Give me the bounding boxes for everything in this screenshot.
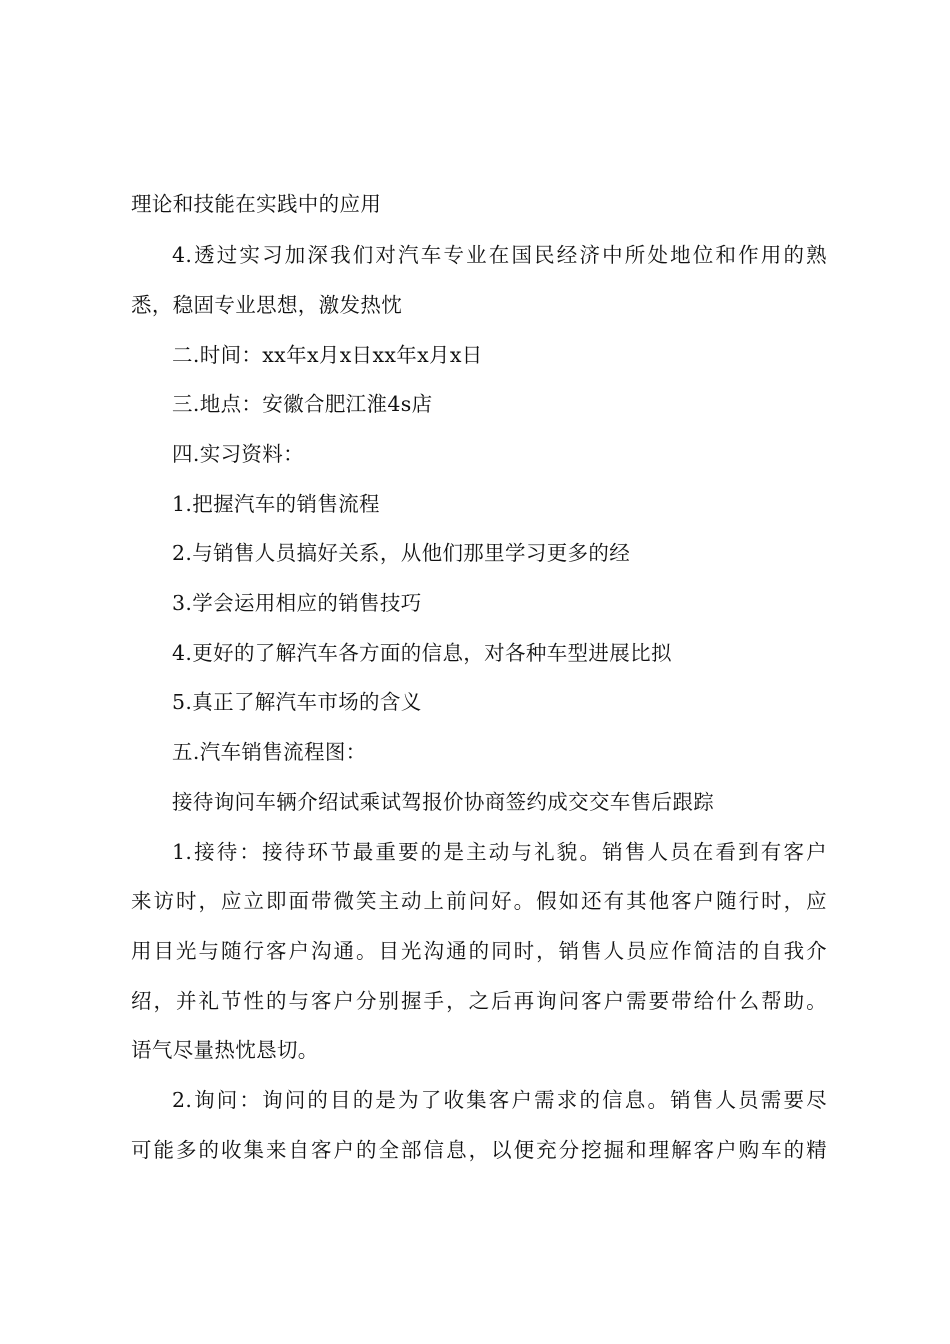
- paragraph-reception-line: 来访时，应立即面带微笑主动上前问好。假如还有其他客户随行时，应: [131, 889, 827, 913]
- section-heading-flowchart: 五.汽车销售流程图：: [172, 740, 367, 764]
- text-line-item-4-purpose: 4.透过实习加深我们对汽车专业在国民经济中所处地位和作用的熟: [172, 243, 827, 267]
- text-line-continuation: 悉，稳固专业思想，激发热忱: [131, 293, 403, 317]
- paragraph-reception-line: 语气尽量热忱恳切。: [131, 1038, 319, 1062]
- flowchart-sequence: 接待询问车辆介绍试乘试驾报价协商签约成交交车售后跟踪: [172, 790, 715, 814]
- paragraph-reception-line: 绍，并礼节性的与客户分别握手，之后再询问客户需要带给什么帮助。: [131, 989, 827, 1013]
- section-heading-materials: 四.实习资料：: [172, 442, 304, 466]
- text-line-continuation: 理论和技能在实践中的应用: [131, 192, 382, 216]
- section-heading-time: 二.时间：xx年x月x日xx年x月x日: [172, 343, 483, 367]
- list-item-3: 3.学会运用相应的销售技巧: [172, 591, 422, 615]
- paragraph-inquiry-line: 2.询问：询问的目的是为了收集客户需求的信息。销售人员需要尽: [172, 1088, 827, 1112]
- section-heading-location: 三.地点：安徽合肥江淮4s店: [172, 392, 433, 416]
- paragraph-reception-line: 1.接待：接待环节最重要的是主动与礼貌。销售人员在看到有客户: [172, 840, 827, 864]
- list-item-2: 2.与销售人员搞好关系，从他们那里学习更多的经: [172, 541, 631, 565]
- list-item-5: 5.真正了解汽车市场的含义: [172, 690, 422, 714]
- paragraph-inquiry-line: 可能多的收集来自客户的全部信息，以便充分挖掘和理解客户购车的精: [131, 1138, 827, 1162]
- paragraph-reception-line: 用目光与随行客户沟通。目光沟通的同时，销售人员应作简洁的自我介: [131, 939, 827, 963]
- list-item-1: 1.把握汽车的销售流程: [172, 492, 380, 516]
- list-item-4: 4.更好的了解汽车各方面的信息，对各种车型进展比拟: [172, 641, 672, 665]
